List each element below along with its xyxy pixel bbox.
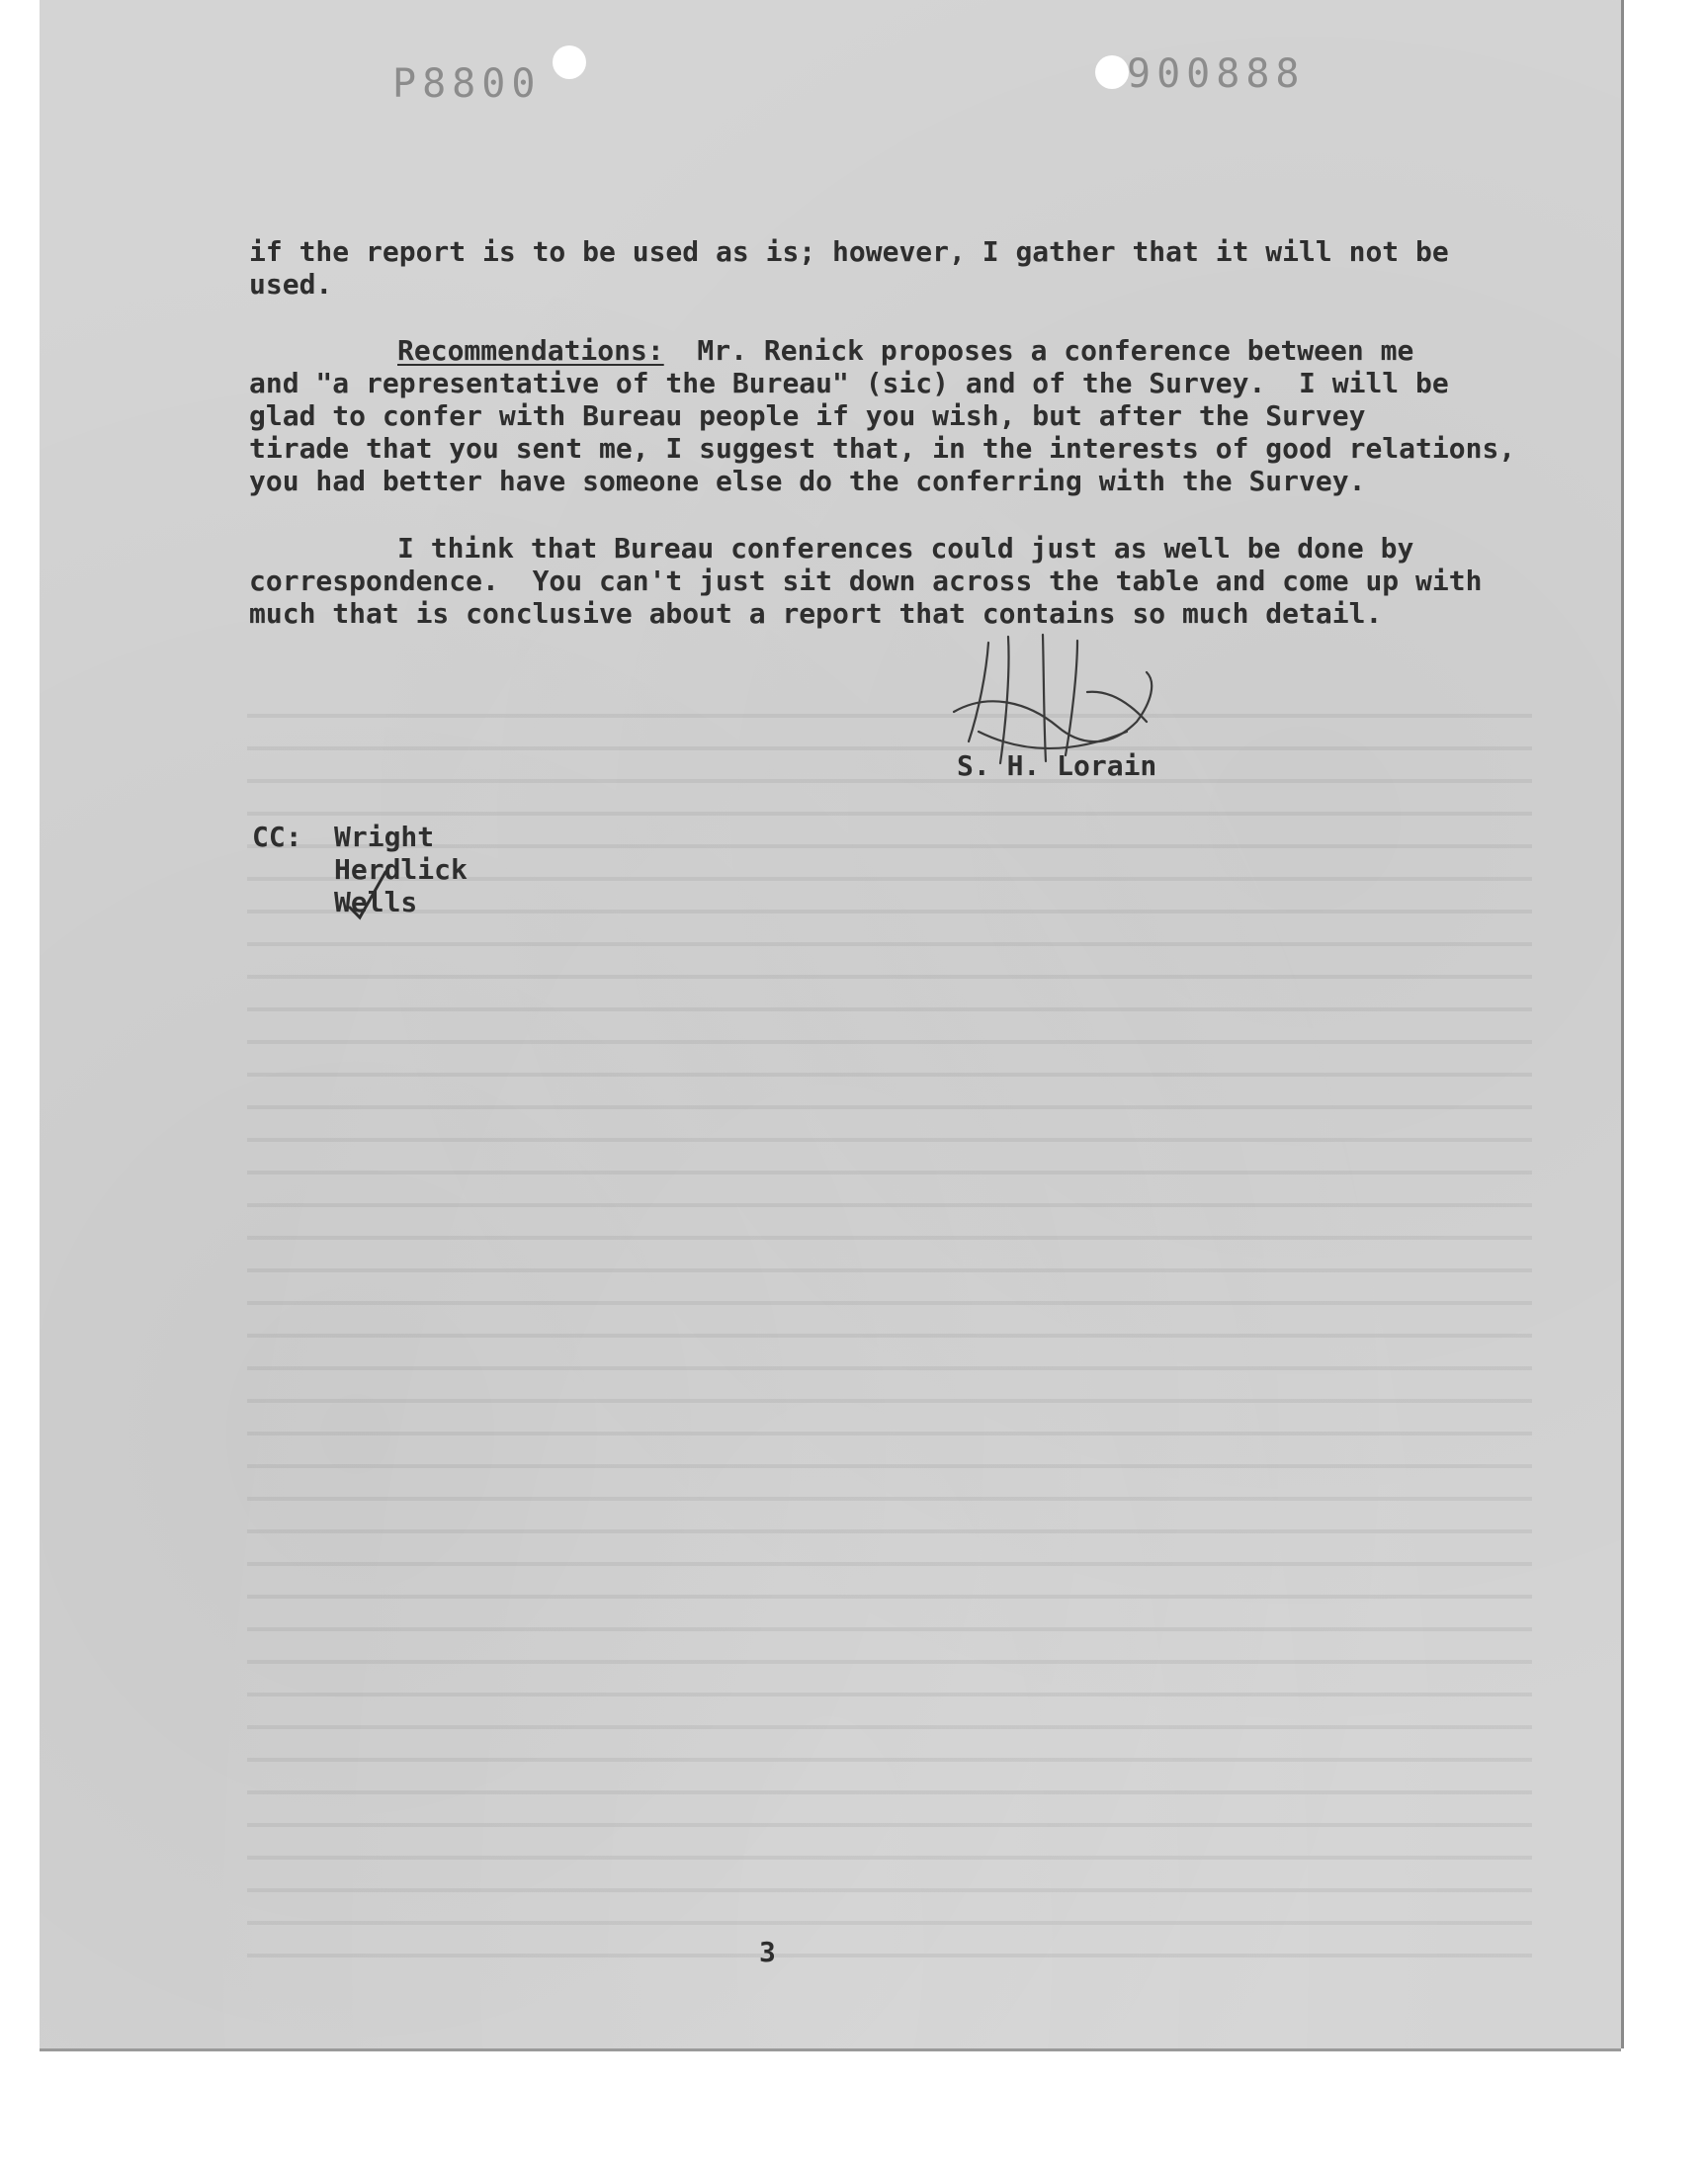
paragraph-3-line-2: correspondence. You can't just sit down across the table and come up with [249,565,1483,597]
signatory-name: S. H. Lorain [957,749,1157,782]
recommendations-heading: Recommendations: [397,334,664,367]
cc-recipient-herdlick: Herdlick [334,853,468,886]
cc-recipient-wells: Wells [334,886,418,918]
check-mark-icon [348,870,387,921]
paragraph-3-line-1: I think that Bureau conferences could just as well be done by [397,532,1414,565]
cc-label: CC: [252,821,302,853]
paragraph-1-line-1: if the report is to be used as is; however, I gather that it will not be [249,235,1449,268]
paragraph-3-line-3: much that is conclusive about a report that contains so much detail. [249,597,1383,630]
cc-recipient-wright: Wright [334,821,435,853]
recommendations-first-line [397,334,1413,367]
stamp-number-left: P8800 [392,61,542,107]
punch-hole-left [553,45,586,79]
paragraph-1-line-2: used. [249,268,333,301]
paragraph-2-line-3: glad to confer with Bureau people if you wish, but after the Survey [249,399,1366,432]
paragraph-2-line-2: and "a representative of the Bureau" (sic) and of the Survey. I will be [249,367,1449,399]
recommendations-first-line-text: Mr. Renick proposes a conference between me [663,334,1414,367]
scanned-page [40,0,1621,2048]
page-number: 3 [759,1936,776,1968]
stamp-number-right: 900888 [1127,51,1306,97]
paragraph-2-line-4: tirade that you sent me, I suggest that, in the interests of good relations, [249,432,1516,465]
paragraph-2-line-5: you had better have someone else do the conferring with the Survey. [249,465,1366,497]
punch-hole-right [1095,55,1129,89]
